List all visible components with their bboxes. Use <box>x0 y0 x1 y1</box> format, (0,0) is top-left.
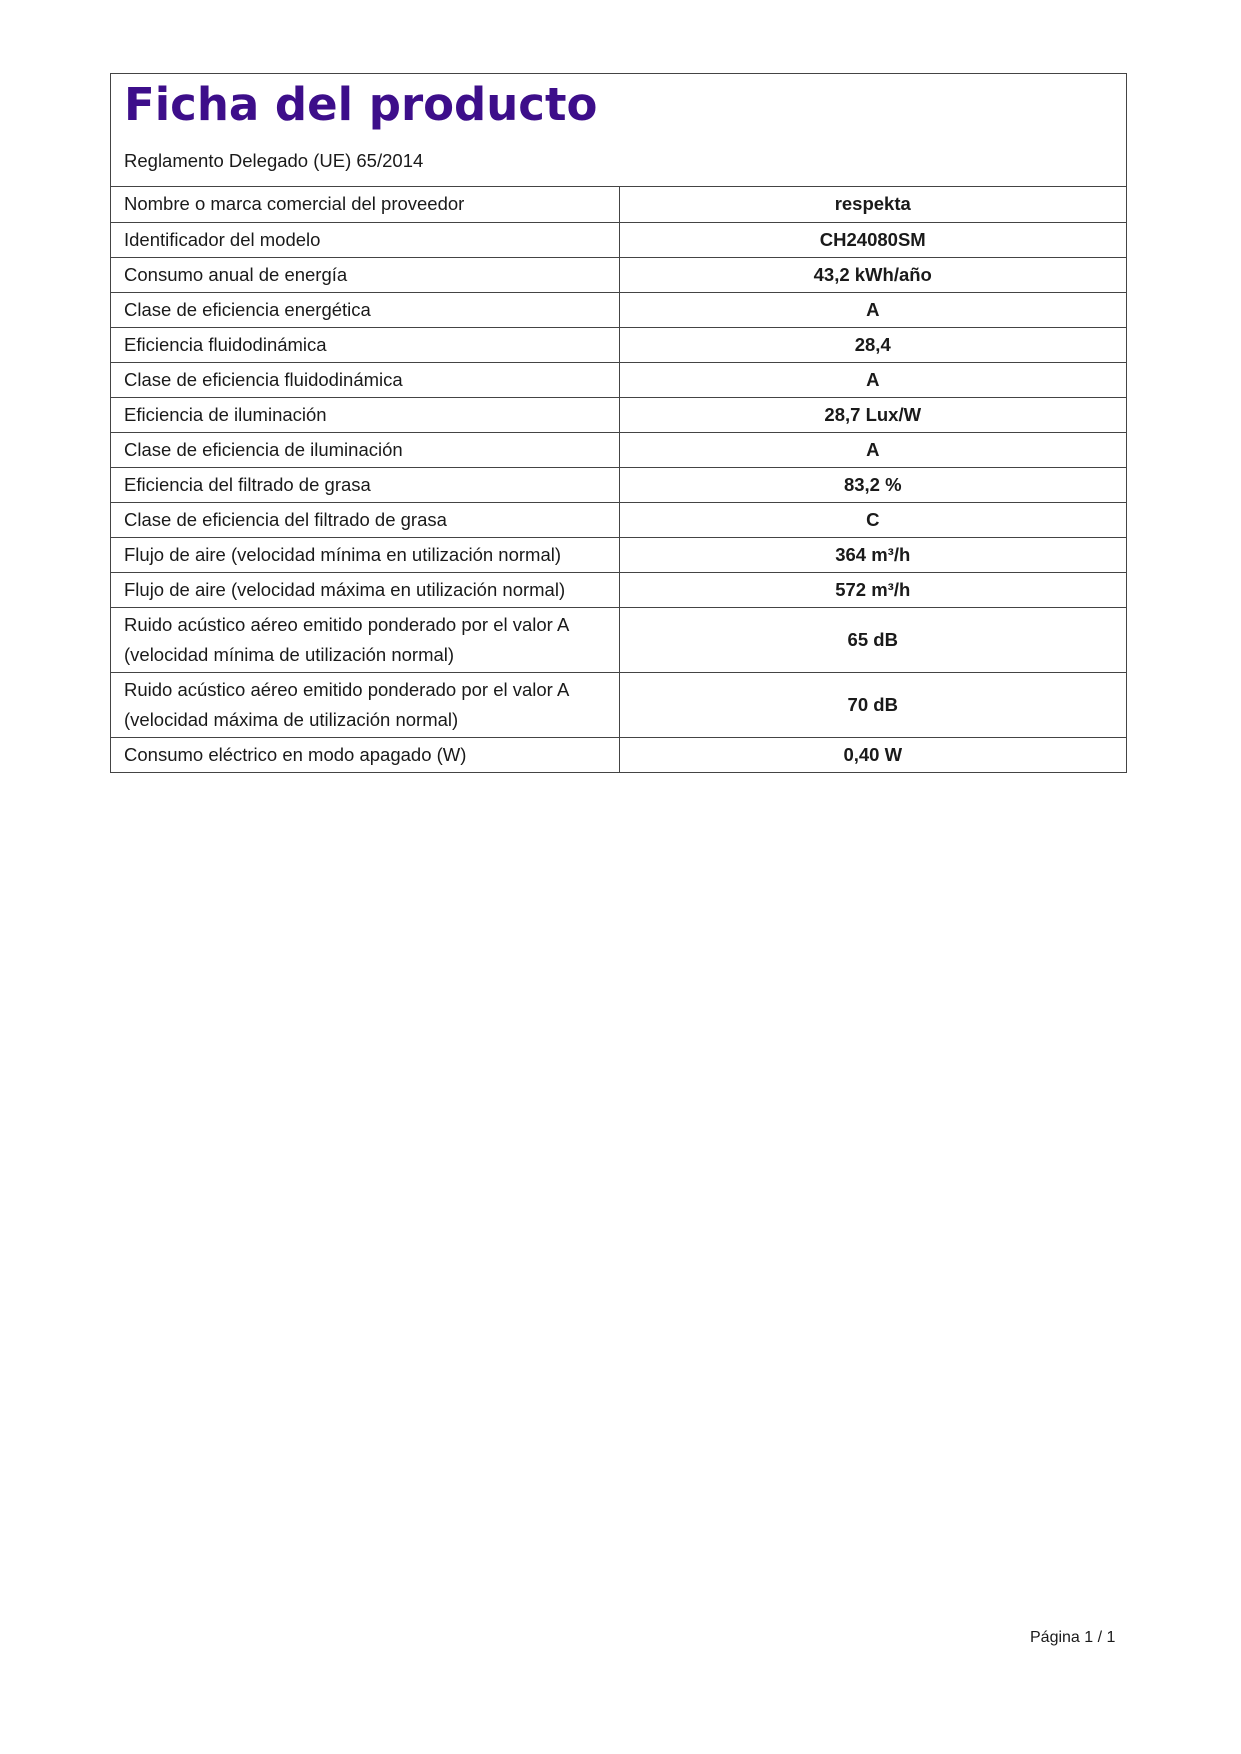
row-value: CH24080SM <box>619 222 1126 257</box>
row-label-line: (velocidad mínima de utilización normal) <box>124 643 455 665</box>
row-value: C <box>619 502 1126 537</box>
row-label: Flujo de aire (velocidad mínima en utilización normal) <box>111 537 619 572</box>
row-value: A <box>619 292 1126 327</box>
table-row <box>111 737 1126 772</box>
table-row <box>111 397 1126 432</box>
table-row <box>111 467 1126 502</box>
row-label: Clase de eficiencia de iluminación <box>111 432 619 467</box>
row-value: 28,4 <box>619 327 1126 362</box>
row-label: Eficiencia del filtrado de grasa <box>111 467 619 502</box>
table-row <box>111 222 1126 257</box>
table-row <box>111 362 1126 397</box>
row-label: Identificador del modelo <box>111 222 619 257</box>
table-row <box>111 327 1126 362</box>
row-label: Eficiencia de iluminación <box>111 397 619 432</box>
table-row <box>111 607 1126 672</box>
regulation-subtitle: Reglamento Delegado (UE) 65/2014 <box>124 150 424 171</box>
row-value: 70 dB <box>619 672 1126 737</box>
row-value: 28,7 Lux/W <box>619 397 1126 432</box>
row-label: Consumo anual de energía <box>111 257 619 292</box>
row-label-line: (velocidad máxima de utilización normal) <box>124 708 459 730</box>
row-label <box>111 607 619 672</box>
table-row <box>111 502 1126 537</box>
row-label: Eficiencia fluidodinámica <box>111 327 619 362</box>
row-label: Nombre o marca comercial del proveedor <box>111 187 619 222</box>
table-row <box>111 672 1126 737</box>
row-value: 364 m³/h <box>619 537 1126 572</box>
row-value: 572 m³/h <box>619 572 1126 607</box>
table-row <box>111 292 1126 327</box>
row-label-line: Ruido acústico aéreo emitido ponderado por el valor A <box>124 613 570 635</box>
table-row <box>111 572 1126 607</box>
row-value: A <box>619 362 1126 397</box>
row-value: 83,2 % <box>619 467 1126 502</box>
page-title: Ficha del producto <box>124 78 598 131</box>
row-value: 0,40 W <box>619 737 1126 772</box>
row-label: Clase de eficiencia energética <box>111 292 619 327</box>
row-label: Flujo de aire (velocidad máxima en utilización normal) <box>111 572 619 607</box>
table-row <box>111 187 1126 222</box>
row-label <box>111 672 619 737</box>
page-number: Página 1 / 1 <box>1030 1629 1116 1646</box>
table-row <box>111 537 1126 572</box>
row-value: respekta <box>834 193 911 215</box>
row-label: Consumo eléctrico en modo apagado (W) <box>111 737 619 772</box>
row-value: 65 dB <box>619 607 1126 672</box>
row-label: Clase de eficiencia del filtrado de grasa <box>111 502 619 537</box>
spec-table <box>111 187 1126 772</box>
sheet-header <box>111 74 1126 187</box>
product-sheet <box>110 73 1127 773</box>
table-row <box>111 432 1126 467</box>
row-value: 43,2 kWh/año <box>619 257 1126 292</box>
row-value: A <box>619 432 1126 467</box>
row-label-line: Ruido acústico aéreo emitido ponderado por el valor A <box>124 678 570 700</box>
row-label: Clase de eficiencia fluidodinámica <box>111 362 619 397</box>
table-row <box>111 257 1126 292</box>
